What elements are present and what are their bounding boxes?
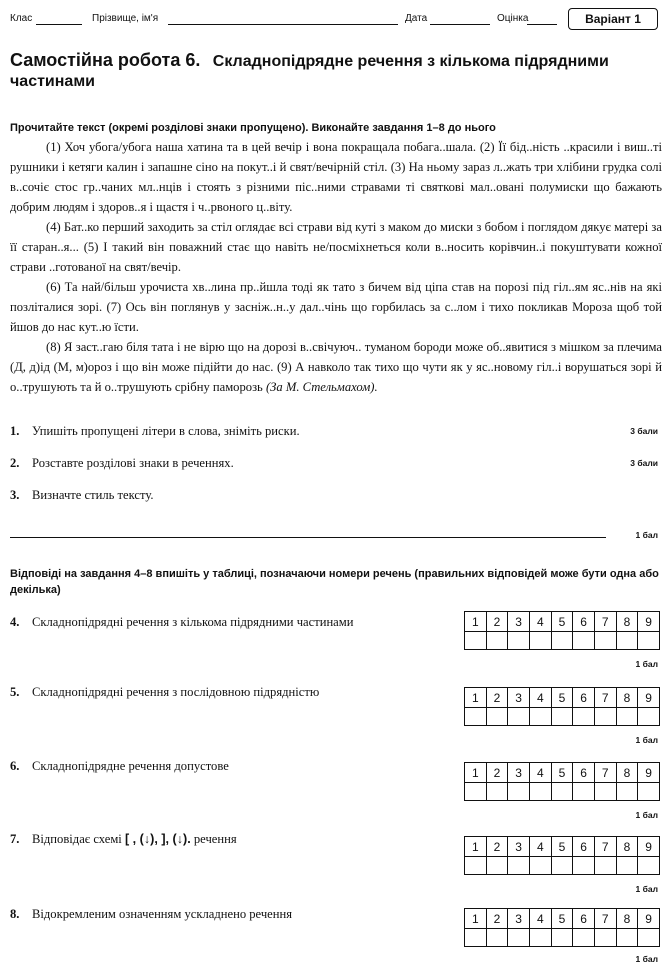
grid-number-cell: 8	[616, 909, 638, 929]
grid-number-cell: 8	[616, 688, 638, 708]
task-points: 1 бал	[635, 530, 658, 540]
grid-answer-cell[interactable]	[529, 929, 551, 947]
grid-number-cell: 3	[508, 909, 530, 929]
task-number: 7.	[10, 832, 20, 846]
grid-answer-cell[interactable]	[638, 632, 660, 650]
task-points: 1 бал	[635, 954, 658, 964]
grid-answer-cell[interactable]	[551, 708, 573, 726]
grid-number-cell: 2	[486, 688, 508, 708]
text-paragraph-body: (8) Я заст..гаю біля тата і не вірю що на дорозі в..свічуюч.. туманом бороди може об..явитися з мішком за плечима (Д, д)ід (М, м)ороз і що він може підійти до нас. (9) А навколо так тихо що чути як у яс..новому гіл..і ворушаться зорі й о..трушують та й о..трушують срібну паморозь	[10, 340, 662, 394]
grid-answer-cell[interactable]	[508, 708, 530, 726]
grid-number-cell: 5	[551, 909, 573, 929]
grid-number-cell: 7	[594, 837, 616, 857]
task-1	[10, 422, 300, 440]
text-paragraph: (4) Бат..ко перший заходить за стіл оглядає всі страви від куті з маком до миски з бобом і поглядом дякує матері за її старан..я... (5) І такий він поважний стає що навіть не/посміхнеться коли в..носить корівчин..і покуштувати кожної страви ..готованої на свят/вечір.	[10, 220, 662, 274]
grid-answer-cell[interactable]	[616, 857, 638, 875]
reading-text	[10, 137, 662, 397]
grid-number-cell: 5	[551, 837, 573, 857]
grid-answer-cell[interactable]	[551, 783, 573, 801]
grid-answer-cell[interactable]	[573, 783, 595, 801]
grid-number-cell: 6	[573, 688, 595, 708]
grid-number-cell: 8	[616, 837, 638, 857]
task-text: Упишіть пропущені літери в слова, зніміть риски.	[32, 424, 300, 438]
class-label: Клас	[10, 13, 33, 24]
task-6	[10, 757, 229, 775]
grid-answer-cell[interactable]	[616, 783, 638, 801]
grid-number-cell: 5	[551, 763, 573, 783]
task-number: 3.	[10, 488, 20, 502]
task-number: 8.	[10, 907, 20, 921]
work-topic: Складнопідрядне речення з кількома підрядними частинами	[10, 53, 609, 90]
answer-grid-table[interactable]	[464, 908, 660, 947]
answer-grid-table[interactable]	[464, 611, 660, 650]
grid-answer-cell[interactable]	[465, 929, 487, 947]
grid-answer-cell[interactable]	[594, 929, 616, 947]
text-paragraph: (1) Хоч убога/убога наша хатина та в цей вечір і вона покращала побага..шала. (2) Її бід..ність ..красили і виш..ті рушники і кетяги калин і запашне сіно на покут..і й свят/вечірній стіл. (3) На ньому зараз л..жать три хлібини грудка солі в..сочіє стос гр..чаних мл..нців і стоять з різними піс..ними стравами ті святкові мал..овані полумиски що бажають добрим людям і здоров..я і щастя і ч..рвоного ц..віту.	[10, 140, 662, 214]
task-points: 1 бал	[635, 659, 658, 669]
grade-label: Оцінка	[497, 13, 529, 24]
grid-number-cell: 4	[529, 837, 551, 857]
grid-answer-cell[interactable]	[594, 857, 616, 875]
grid-number-cell: 1	[465, 688, 487, 708]
name-label: Прізвище, ім'я	[92, 13, 159, 24]
grid-answer-cell[interactable]	[529, 783, 551, 801]
grid-number-cell: 2	[486, 612, 508, 632]
grid-answer-cell[interactable]	[508, 783, 530, 801]
task-3	[10, 486, 154, 504]
task-points: 1 бал	[635, 810, 658, 820]
grid-answer-cell[interactable]	[551, 632, 573, 650]
grid-answer-cell[interactable]	[638, 783, 660, 801]
task-2	[10, 454, 234, 472]
grid-answer-cell[interactable]	[573, 929, 595, 947]
grid-answer-cell[interactable]	[508, 929, 530, 947]
answer-grid-table[interactable]	[464, 687, 660, 726]
work-number: Самостійна робота 6.	[10, 50, 201, 70]
grid-answer-cell[interactable]	[529, 708, 551, 726]
grid-number-cell: 2	[486, 763, 508, 783]
header	[10, 8, 660, 30]
date-field[interactable]	[430, 24, 490, 25]
variant-badge: Варіант 1	[568, 8, 658, 30]
grid-number-cell: 3	[508, 612, 530, 632]
grid-number-cell: 1	[465, 837, 487, 857]
task-text: Складнопідрядне речення допустове	[32, 759, 229, 773]
grid-number-cell: 9	[638, 909, 660, 929]
text-paragraph	[10, 337, 662, 397]
grid-number-cell: 9	[638, 763, 660, 783]
grid-answer-cell[interactable]	[551, 857, 573, 875]
task-text: Розставте розділові знаки в реченнях.	[32, 456, 234, 470]
grid-number-cell: 4	[529, 763, 551, 783]
grid-answer-cell[interactable]	[573, 632, 595, 650]
grid-answer-cell[interactable]	[573, 857, 595, 875]
grid-number-cell: 2	[486, 837, 508, 857]
grid-answer-cell[interactable]	[594, 632, 616, 650]
task-text-after: речення	[193, 832, 237, 846]
grid-number-cell: 3	[508, 688, 530, 708]
grid-number-cell: 5	[551, 688, 573, 708]
grid-answer-cell[interactable]	[529, 857, 551, 875]
grid-answer-cell[interactable]	[638, 857, 660, 875]
task-number: 6.	[10, 759, 20, 773]
task-text: Відокремленим означенням ускладнено речення	[32, 907, 293, 921]
grid-number-cell: 4	[529, 909, 551, 929]
task-number: 1.	[10, 424, 20, 438]
grid-number-cell: 9	[638, 837, 660, 857]
grid-answer-cell[interactable]	[594, 708, 616, 726]
grid-number-cell: 8	[616, 612, 638, 632]
task-text: Складнопідрядні речення з послідовною підрядністю	[32, 685, 320, 699]
task-text: Відповідає схемі	[32, 832, 122, 846]
grid-number-cell: 1	[465, 612, 487, 632]
task-points: 1 бал	[635, 884, 658, 894]
grid-answer-cell[interactable]	[486, 857, 508, 875]
grid-number-cell: 6	[573, 763, 595, 783]
grid-number-cell: 3	[508, 763, 530, 783]
task-number: 5.	[10, 685, 20, 699]
grid-answer-cell[interactable]	[486, 929, 508, 947]
grid-number-cell: 4	[529, 612, 551, 632]
grid-number-cell: 7	[594, 909, 616, 929]
grid-number-cell: 7	[594, 763, 616, 783]
answer-line[interactable]	[10, 537, 606, 538]
task-5	[10, 683, 319, 701]
text-source: (За М. Стельмахом).	[265, 380, 378, 394]
grid-number-cell: 9	[638, 688, 660, 708]
task-text: Складнопідрядні речення з кількома підрядними частинами	[32, 615, 354, 629]
grid-answer-cell[interactable]	[508, 632, 530, 650]
class-field[interactable]	[36, 24, 82, 25]
grid-answer-cell[interactable]	[616, 929, 638, 947]
grid-answer-cell[interactable]	[551, 929, 573, 947]
grid-answer-cell[interactable]	[486, 783, 508, 801]
grid-answer-cell[interactable]	[594, 783, 616, 801]
task-4	[10, 613, 380, 631]
answer-grid-table[interactable]	[464, 762, 660, 801]
grid-answer-cell[interactable]	[638, 708, 660, 726]
grid-number-cell: 4	[529, 688, 551, 708]
instruction-1: Прочитайте текст (окремі розділові знаки пропущено). Виконайте завдання 1–8 до нього	[10, 122, 496, 134]
grid-number-cell: 7	[594, 688, 616, 708]
grid-answer-cell[interactable]	[486, 632, 508, 650]
date-label: Дата	[405, 13, 428, 24]
sentence-scheme: [ , (↓), ], (↓).	[124, 832, 191, 846]
task-8	[10, 905, 292, 923]
task-points: 3 бали	[630, 458, 658, 468]
grid-answer-cell[interactable]	[529, 632, 551, 650]
task-7	[10, 830, 237, 848]
grid-answer-cell[interactable]	[616, 708, 638, 726]
instruction-2: Відповіді на завдання 4–8 впишіть у таблиці, позначаючи номери речень (правильних відповідей може бути одна або декілька)	[10, 568, 659, 596]
grid-answer-cell[interactable]	[465, 857, 487, 875]
answer-grid-table[interactable]	[464, 836, 660, 875]
grid-number-cell: 6	[573, 612, 595, 632]
page-title	[10, 50, 662, 92]
grid-number-cell: 6	[573, 909, 595, 929]
grid-answer-cell[interactable]	[573, 708, 595, 726]
grid-number-cell: 1	[465, 909, 487, 929]
task-points: 1 бал	[635, 735, 658, 745]
grid-number-cell: 3	[508, 837, 530, 857]
grid-answer-cell[interactable]	[638, 929, 660, 947]
grid-number-cell: 5	[551, 612, 573, 632]
grid-number-cell: 6	[573, 837, 595, 857]
name-field[interactable]	[168, 24, 398, 25]
grade-field[interactable]	[527, 24, 557, 25]
task-number: 2.	[10, 456, 20, 470]
grid-answer-cell[interactable]	[616, 632, 638, 650]
grid-answer-cell[interactable]	[508, 857, 530, 875]
text-paragraph: (6) Та най/більш урочиста хв..лина пр..йшла тоді як тато з бичем від ціпа став на порозі під гіл..ям яс..нів на які позліталися зорі. (7) Ось він поглянув у засніж..н..у дал..чінь що горбилась за с..лом і тихо покликав Мороза щоб той йшов до нас кут..ю їсти.	[10, 280, 662, 334]
grid-answer-cell[interactable]	[465, 708, 487, 726]
grid-number-cell: 9	[638, 612, 660, 632]
grid-answer-cell[interactable]	[465, 632, 487, 650]
task-text: Визначте стиль тексту.	[32, 488, 154, 502]
task-points: 3 бали	[630, 426, 658, 436]
grid-answer-cell[interactable]	[465, 783, 487, 801]
grid-answer-cell[interactable]	[486, 708, 508, 726]
grid-number-cell: 2	[486, 909, 508, 929]
task-number: 4.	[10, 615, 20, 629]
grid-number-cell: 8	[616, 763, 638, 783]
grid-number-cell: 1	[465, 763, 487, 783]
grid-number-cell: 7	[594, 612, 616, 632]
